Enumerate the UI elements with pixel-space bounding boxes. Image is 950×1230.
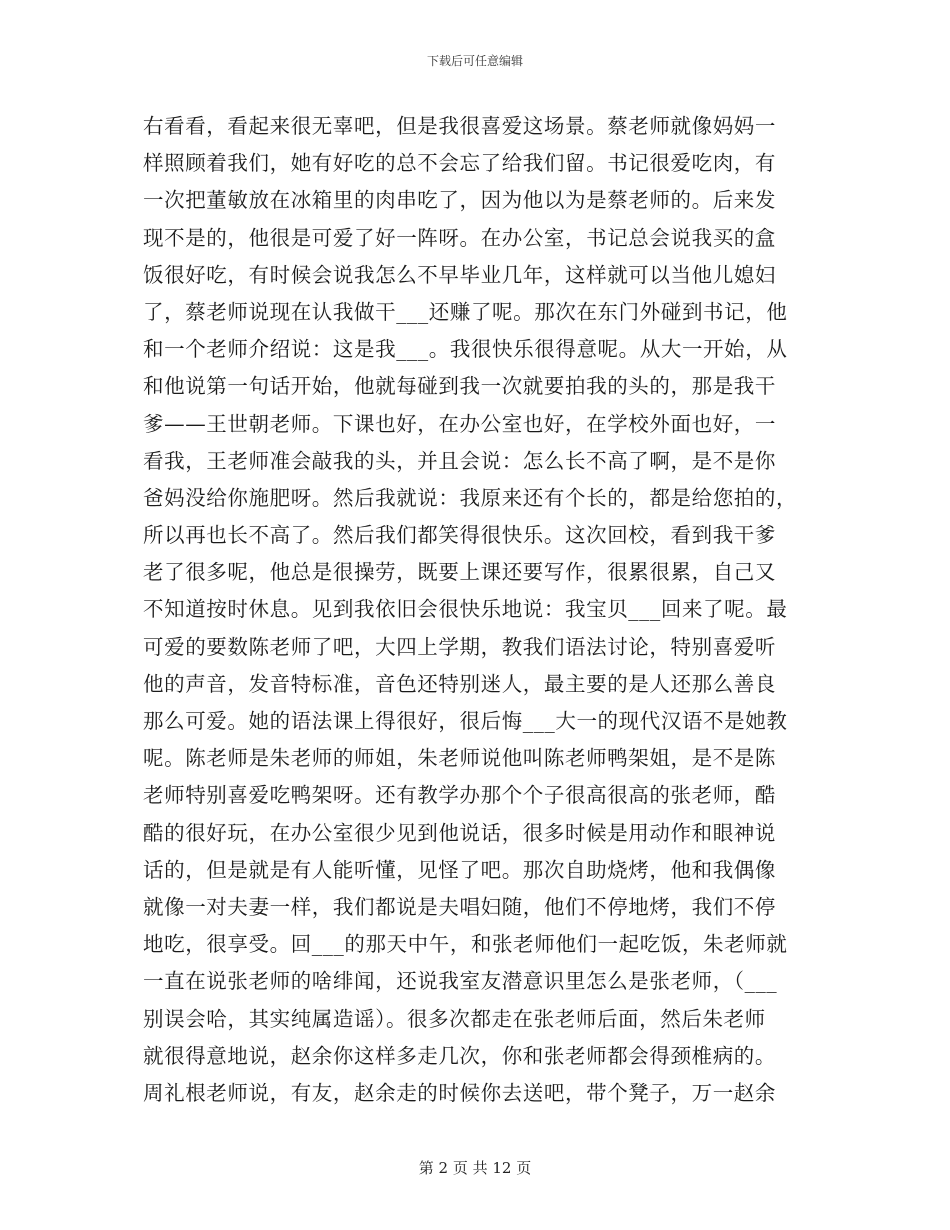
page-header-note: 下载后可任意编辑 <box>426 54 523 68</box>
text-line: 地吃，很享受。回___的那天中午，和张老师他们一起吃饭，朱老师就 <box>143 932 788 957</box>
text-line: 了，蔡老师说现在认我做干___还赚了呢。那次在东门外碰到书记，他 <box>143 299 788 324</box>
text-line: 和一个老师介绍说：这是我___。我很快乐很得意呢。从大一开始，从 <box>143 337 788 362</box>
text-line: 右看看，看起来很无辜吧，但是我很喜爱这场景。蔡老师就像妈妈一 <box>143 114 776 138</box>
text-line: 现不是的，他很是可爱了好一阵呀。在办公室，书记总会说我买的盒 <box>143 225 776 250</box>
text-line: 老了很多呢，他总是很操劳，既要上课还要写作，很累很累，自己又 <box>143 560 776 585</box>
body-text <box>143 108 807 1112</box>
text-line: 和他说第一句话开始，他就每碰到我一次就要拍我的头的，那是我干 <box>143 374 776 399</box>
text-line: 那么可爱。她的语法课上得很好，很后悔___大一的现代汉语不是她教 <box>143 709 788 733</box>
page-number: 第 2 页 共 12 页 <box>418 1159 532 1177</box>
text-line: 所以再也长不高了。然后我们都笑得很快乐。这次回校，看到我干爹 <box>143 523 776 548</box>
text-line: 他的声音，发音特标准，音色还特别迷人，最主要的是人还那么善良 <box>143 671 776 696</box>
text-line: 就很得意地说，赵余你这样多走几次，你和张老师都会得颈椎病的。 <box>143 1043 776 1068</box>
text-line: 一直在说张老师的啥绯闻，还说我室友潜意识里怎么是张老师，（___ <box>143 969 778 994</box>
text-line: 样照顾着我们，她有好吃的总不会忘了给我们留。书记很爱吃肉，有 <box>143 151 776 176</box>
text-line: 就像一对夫妻一样，我们都说是夫唱妇随，他们不停地烤，我们不停 <box>143 894 776 919</box>
text-line: 爹——王世朝老师。下课也好，在办公室也好，在学校外面也好，一 <box>143 411 776 436</box>
text-line: 话的，但是就是有人能听懂，见怪了吧。那次自助烧烤，他和我偶像 <box>143 857 776 882</box>
text-line: 老师特别喜爱吃鸭架呀。还有教学办那个个子很高很高的张老师，酷 <box>143 783 776 808</box>
text-line: 可爱的要数陈老师了吧，大四上学期，教我们语法讨论，特别喜爱听 <box>143 634 776 659</box>
text-line: 饭很好吃，有时候会说我怎么不早毕业几年，这样就可以当他儿媳妇 <box>143 262 776 287</box>
text-line: 一次把董敏放在冰箱里的肉串吃了，因为他以为是蔡老师的。后来发 <box>143 188 776 213</box>
text-line: 酷的很好玩，在办公室很少见到他说话，很多时候是用动作和眼神说 <box>143 820 776 845</box>
text-line: 别误会哈，其实纯属造谣）。很多次都走在张老师后面，然后朱老师 <box>143 1006 766 1031</box>
text-line: 不知道按时休息。见到我依旧会很快乐地说：我宝贝___回来了呢。最 <box>143 597 788 622</box>
text-line: 周礼根老师说，有友，赵余走的时候你去送吧，带个凳子，万一赵余 <box>143 1080 776 1105</box>
text-line: 看我，王老师准会敲我的头，并且会说：怎么长不高了啊，是不是你 <box>143 448 776 473</box>
text-line: 爸妈没给你施肥呀。然后我就说：我原来还有个长的，都是给您拍的， <box>143 485 798 510</box>
text-line: 呢。陈老师是朱老师的师姐，朱老师说他叫陈老师鸭架姐，是不是陈 <box>143 746 776 771</box>
